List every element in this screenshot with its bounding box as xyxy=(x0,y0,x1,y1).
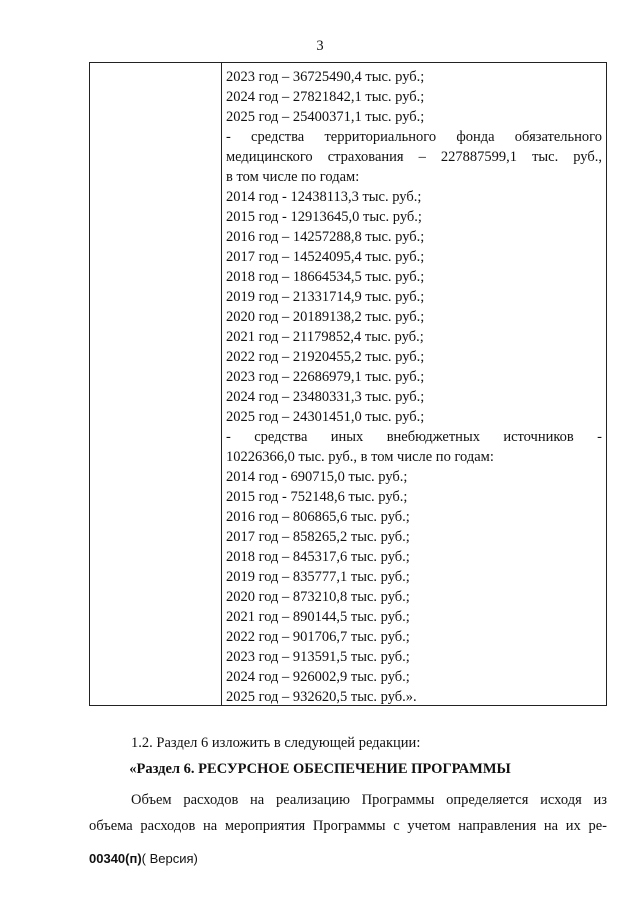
table-line: 2018 год – 845317,6 тыс. руб.; xyxy=(226,549,410,565)
section-heading: «Раздел 6. РЕСУРСНОЕ ОБЕСПЕЧЕНИЕ ПРОГРАММЫ xyxy=(129,761,511,777)
table-column-divider xyxy=(221,63,222,705)
table-line: 2018 год – 18664534,5 тыс. руб.; xyxy=(226,269,425,285)
table-line: 2021 год – 890144,5 тыс. руб.; xyxy=(226,609,410,625)
table-line: 2014 год - 12438113,3 тыс. руб.; xyxy=(226,189,422,205)
table-line: 2022 год – 21920455,2 тыс. руб.; xyxy=(226,349,425,365)
document-version: ( Версия) xyxy=(141,851,198,866)
table-line: в том числе по годам: xyxy=(226,169,360,185)
table-line: 2016 год – 14257288,8 тыс. руб.; xyxy=(226,229,425,245)
document-code: 00340(п) xyxy=(89,851,142,866)
table-line: 2022 год – 901706,7 тыс. руб.; xyxy=(226,629,410,645)
table-line: 2025 год – 25400371,1 тыс. руб.; xyxy=(226,109,425,125)
table-line: 10226366,0 тыс. руб., в том числе по годам: xyxy=(226,449,494,465)
table-line: 2023 год – 913591,5 тыс. руб.; xyxy=(226,649,410,665)
table-line: 2024 год – 23480331,3 тыс. руб.; xyxy=(226,389,425,405)
table-line: медицинского страхования – 227887599,1 тыс. руб., xyxy=(226,149,602,165)
table-line: 2017 год – 14524095,4 тыс. руб.; xyxy=(226,249,425,265)
table-line: 2023 год – 22686979,1 тыс. руб.; xyxy=(226,369,425,385)
page-number: 3 xyxy=(316,38,324,54)
table-line: 2017 год – 858265,2 тыс. руб.; xyxy=(226,529,410,545)
table-line: 2025 год – 932620,5 тыс. руб.». xyxy=(226,689,417,705)
body-paragraph xyxy=(89,787,607,839)
funding-table xyxy=(89,62,607,706)
table-line: 2014 год - 690715,0 тыс. руб.; xyxy=(226,469,408,485)
document-footer xyxy=(89,851,198,866)
table-line: 2015 год - 12913645,0 тыс. руб.; xyxy=(226,209,422,225)
table-line: 2024 год – 27821842,1 тыс. руб.; xyxy=(226,89,425,105)
table-line: 2019 год – 835777,1 тыс. руб.; xyxy=(226,569,410,585)
funding-details-cell xyxy=(226,67,602,707)
body-line-2: объема расходов на мероприятия Программы с учетом направления на их ре- xyxy=(89,818,607,834)
table-line: 2024 год – 926002,9 тыс. руб.; xyxy=(226,669,410,685)
table-line: 2023 год – 36725490,4 тыс. руб.; xyxy=(226,69,425,85)
table-line: 2019 год – 21331714,9 тыс. руб.; xyxy=(226,289,425,305)
table-line: 2020 год – 20189138,2 тыс. руб.; xyxy=(226,309,425,325)
table-line: - средства территориального фонда обязательного xyxy=(226,129,602,145)
table-line: 2016 год – 806865,6 тыс. руб.; xyxy=(226,509,410,525)
table-line: 2021 год – 21179852,4 тыс. руб.; xyxy=(226,329,424,345)
body-line-1: Объем расходов на реализацию Программы определяется исходя из xyxy=(131,792,607,808)
paragraph-1-2: 1.2. Раздел 6 изложить в следующей редакции: xyxy=(131,735,421,751)
table-line: 2020 год – 873210,8 тыс. руб.; xyxy=(226,589,410,605)
table-line: 2025 год – 24301451,0 тыс. руб.; xyxy=(226,409,425,425)
table-line: 2015 год - 752148,6 тыс. руб.; xyxy=(226,489,408,505)
table-line: - средства иных внебюджетных источников - xyxy=(226,429,602,445)
